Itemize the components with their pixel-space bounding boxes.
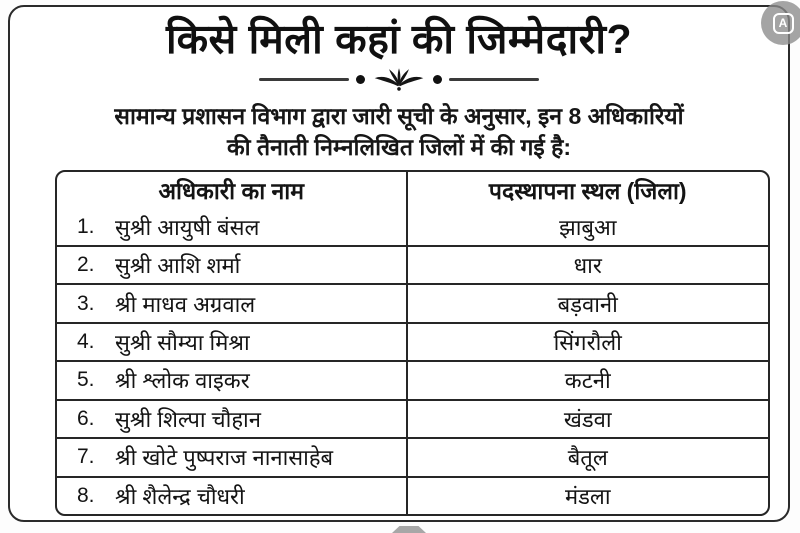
row-number: 4. xyxy=(77,329,95,353)
watermark-badge xyxy=(761,1,800,45)
table-row xyxy=(57,360,768,398)
district-cell: धार xyxy=(573,253,602,279)
table-row xyxy=(57,399,768,437)
header-posting-district: पदस्थापना स्थल (जिला) xyxy=(488,178,687,205)
palmette-leaf-icon xyxy=(372,66,426,92)
ornamental-divider xyxy=(10,65,788,93)
district-cell: मंडला xyxy=(564,483,611,509)
row-number: 7. xyxy=(77,445,95,469)
table-row xyxy=(57,476,768,514)
officer-name: श्री माधव अग्रवाल xyxy=(115,291,256,317)
district-cell: खंडवा xyxy=(563,406,612,432)
divider-dot-left xyxy=(356,75,365,84)
officer-name-cell xyxy=(57,208,408,244)
row-number: 5. xyxy=(77,368,95,392)
officer-name: सुश्री आयुषी बंसल xyxy=(115,214,260,240)
officer-name-cell xyxy=(57,439,408,475)
table-header-row xyxy=(57,172,768,208)
row-number: 6. xyxy=(77,406,95,430)
table-row xyxy=(57,245,768,283)
district-cell: झाबुआ xyxy=(559,214,617,240)
letter-a-icon: A xyxy=(773,13,794,34)
district-cell: कटनी xyxy=(564,368,611,394)
officer-name: श्री श्लोक वाइकर xyxy=(115,368,250,394)
officer-name: सुश्री शिल्पा चौहान xyxy=(115,406,261,432)
header-officer-name: अधिकारी का नाम xyxy=(57,172,408,208)
officer-name: श्री खोटे पुष्पराज नानासाहेब xyxy=(115,445,334,471)
table-row xyxy=(57,437,768,475)
officer-name: श्री शैलेन्द्र चौधरी xyxy=(115,483,245,509)
table-row xyxy=(57,283,768,321)
infographic-card xyxy=(8,5,790,522)
divider-line-left xyxy=(259,78,349,81)
officers-table xyxy=(55,170,770,516)
subtitle-line-1: सामान्य प्रशासन विभाग द्वारा जारी सूची के अनुसार, इन 8 अधिकारियों xyxy=(114,103,684,129)
officer-name-cell xyxy=(57,362,408,398)
officer-name: सुश्री सौम्या मिश्रा xyxy=(115,329,250,355)
page-title: किसे मिली कहां की जिम्मेदारी? xyxy=(165,16,633,62)
officer-name: सुश्री आशि शर्मा xyxy=(115,253,241,279)
district-cell: सिंगरौली xyxy=(553,329,622,355)
officer-name-cell xyxy=(57,285,408,321)
officer-name-cell xyxy=(57,478,408,514)
table-row xyxy=(57,322,768,360)
divider-line-right xyxy=(449,78,539,81)
officer-name-cell xyxy=(57,401,408,437)
district-cell: बड़वानी xyxy=(557,291,618,317)
row-number: 8. xyxy=(77,483,95,507)
officer-name-cell xyxy=(57,247,408,283)
divider-dot-right xyxy=(433,75,442,84)
district-cell: बैतूल xyxy=(567,445,608,471)
subtitle xyxy=(10,101,788,163)
officer-name-cell xyxy=(57,324,408,360)
row-number: 2. xyxy=(77,253,95,277)
row-number: 3. xyxy=(77,291,95,315)
row-number: 1. xyxy=(77,214,95,238)
subtitle-line-2: की तैनाती निम्नलिखित जिलों में की गई है: xyxy=(227,134,571,160)
table-row xyxy=(57,208,768,244)
bottom-ornament xyxy=(392,526,426,533)
